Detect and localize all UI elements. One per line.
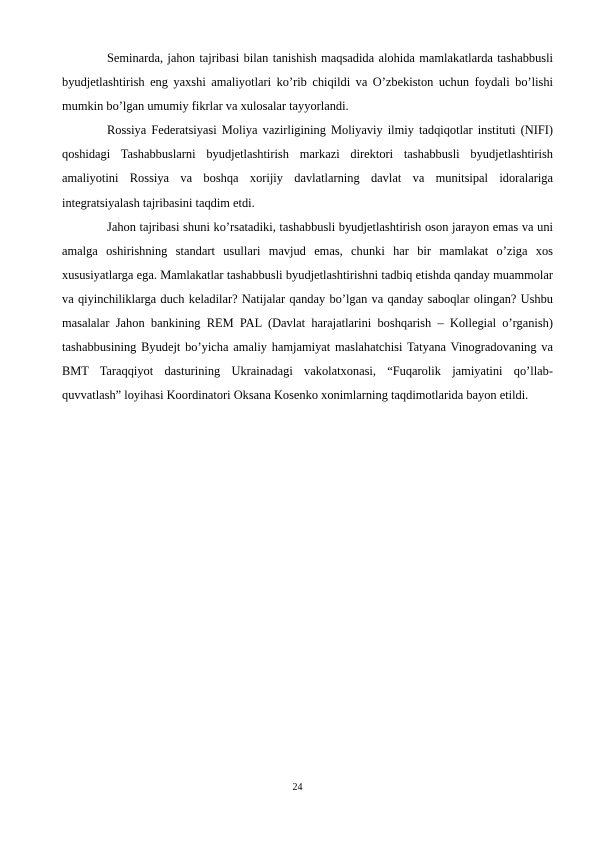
paragraph-world-experience: Jahon tajribasi shuni ko’rsatadiki, tashabbusli byudjetlashtirish oson jarayon emas va uni amalga oshirishning standart usullari mavjud emas, chunki har bir mamlakat o’ziga xos xususiyatlarga ega. Mamlakatlar tashabbusli byudjetlashtirishni tadbiq etishda qanday muammolar va qiyinchiliklarga duch keladilar? Natijalar qanday bo’lgan va qanday saboqlar olingan? Ushbu masalalar Jahon bankining REM PAL (Davlat harajatlarini boshqarish – Kollegial o’rganish) tashabbusining Byudejt bo’yicha amaliy hamjamiyat maslahatchisi Tatyana Vinogradovaning va BMT Taraqqiyot dasturining Ukrainadagi vakolatxonasi, “Fuqarolik jamiyatini qo’llab-quvvatlash” loyihasi Koordinatori Oksana Kosenko xonimlarning taqdimotlarida bayon etildi.	[62, 219, 553, 403]
document-body	[62, 46, 553, 407]
paragraph-seminar-overview: Seminarda, jahon tajribasi bilan tanishish maqsadida alohida mamlakatlarda tashabbusli byudjetlashtirish eng yaxshi amaliyotlari ko’rib chiqildi va O’zbekiston uchun foydali bo’lishi mumkin bo’lgan umumiy fikrlar va xulosalar tayyorlandi.	[62, 51, 553, 114]
paragraph-nifi-presentation: Rossiya Federatsiyasi Moliya vazirligining Moliyaviy ilmiy tadqiqotlar instituti (NIFI) qoshidagi Tashabbuslarni byudjetlashtirish markazi direktori tashabbusli byudjetlashtirish amaliyotini Rossiya va boshqa xorijiy davlatlarning davlat va munitsipal idoralariga integratsiyalash tajribasini taqdim etdi.	[62, 123, 553, 210]
page-number: 24	[292, 782, 303, 793]
